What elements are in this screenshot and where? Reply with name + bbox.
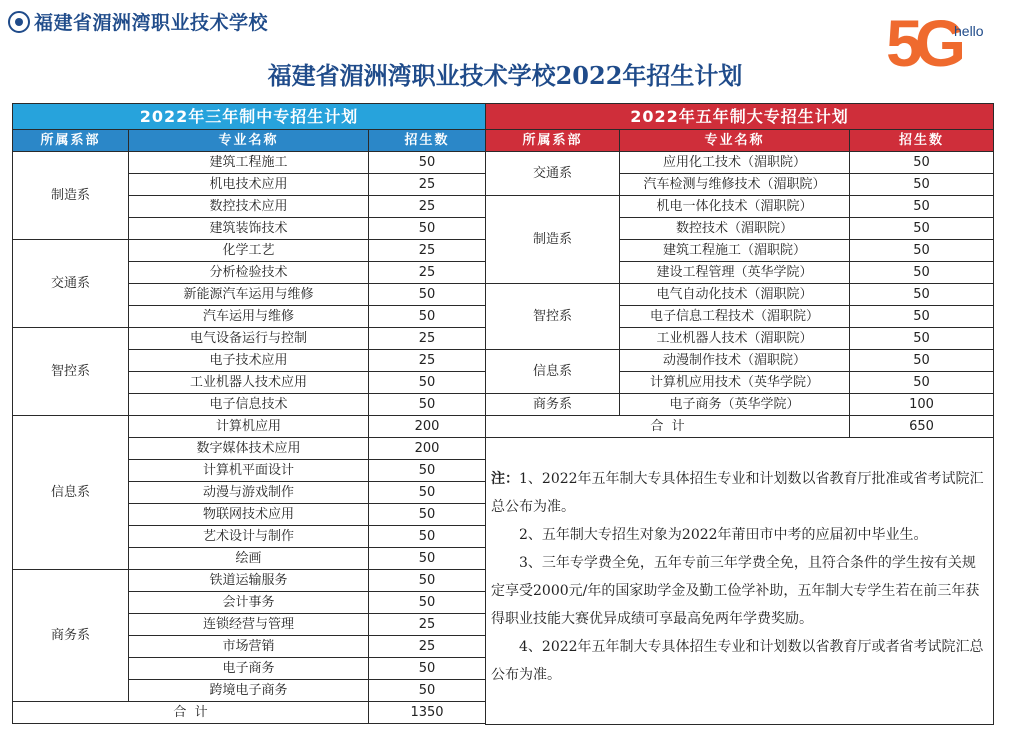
count-cell: 50 <box>850 328 994 350</box>
count-cell: 50 <box>850 240 994 262</box>
major-cell: 连锁经营与管理 <box>129 614 369 636</box>
major-cell: 绘画 <box>129 548 369 570</box>
major-cell: 建设工程管理（英华学院） <box>620 262 850 284</box>
major-cell: 工业机器人技术应用 <box>129 372 369 394</box>
dept-cell: 交通系 <box>13 240 129 328</box>
dept-cell: 信息系 <box>13 416 129 570</box>
major-cell: 计算机平面设计 <box>129 460 369 482</box>
count-cell: 50 <box>369 218 486 240</box>
school-name: 福建省湄洲湾职业技术学校 <box>34 12 269 34</box>
count-cell: 50 <box>369 548 486 570</box>
major-cell: 汽车运用与维修 <box>129 306 369 328</box>
count-cell: 50 <box>369 504 486 526</box>
count-cell: 25 <box>369 174 486 196</box>
count-cell: 25 <box>369 240 486 262</box>
count-cell: 200 <box>369 438 486 460</box>
note-item: 4、2022年五年制大专具体招生专业和计划数以省教育厅或者省考试院汇总公布为准。 <box>491 639 984 683</box>
major-cell: 数控技术应用 <box>129 196 369 218</box>
table-row <box>486 394 994 416</box>
badge-hello-text: hello <box>954 23 984 39</box>
count-cell: 50 <box>369 680 486 702</box>
total-value: 1350 <box>369 702 486 724</box>
major-cell: 汽车检测与维修技术（湄职院） <box>620 174 850 196</box>
major-cell: 工业机器人技术（湄职院） <box>620 328 850 350</box>
left-header-dept: 所属系部 <box>13 130 129 152</box>
count-cell: 50 <box>369 592 486 614</box>
count-cell: 25 <box>369 614 486 636</box>
count-cell: 50 <box>369 394 486 416</box>
major-cell: 机电一体化技术（湄职院） <box>620 196 850 218</box>
table-row <box>13 328 486 350</box>
total-row <box>486 416 994 438</box>
major-cell: 电子商务 <box>129 658 369 680</box>
count-cell: 50 <box>369 152 486 174</box>
count-cell: 50 <box>369 306 486 328</box>
note-item: 注：1、2022年五年制大专具体招生专业和计划数以省教育厅批准或省考试院汇总公布为准。 <box>491 471 984 515</box>
table-row <box>13 570 486 592</box>
right-header-count: 招生数 <box>850 130 994 152</box>
major-cell: 铁道运输服务 <box>129 570 369 592</box>
count-cell: 50 <box>850 262 994 284</box>
major-cell: 机电技术应用 <box>129 174 369 196</box>
major-cell: 化学工艺 <box>129 240 369 262</box>
total-row <box>13 702 486 724</box>
dept-cell: 智控系 <box>486 284 620 350</box>
major-cell: 计算机应用技术（英华学院） <box>620 372 850 394</box>
dept-cell: 交通系 <box>486 152 620 196</box>
major-cell: 应用化工技术（湄职院） <box>620 152 850 174</box>
major-cell: 市场营销 <box>129 636 369 658</box>
count-cell: 25 <box>369 262 486 284</box>
note-item: 3、三年专学费全免，五年专前三年学费全免，且符合条件的学生按有关规定享受2000元/年的国家助学金及勤工俭学补助，五年制大专学生若在前三年获得职业技能大赛优异成绩可享最高免两年学费奖励。 <box>491 555 980 627</box>
dept-cell: 制造系 <box>13 152 129 240</box>
major-cell: 新能源汽车运用与维修 <box>129 284 369 306</box>
count-cell: 50 <box>369 482 486 504</box>
notes-box <box>486 438 994 725</box>
count-cell: 50 <box>850 350 994 372</box>
badge-5g-text: 5G <box>886 6 959 74</box>
dept-cell: 制造系 <box>486 196 620 284</box>
school-seal-icon <box>8 11 30 33</box>
left-table-title: 2022年三年制中专招生计划 <box>13 104 486 130</box>
dept-cell: 商务系 <box>13 570 129 702</box>
major-cell: 建筑工程施工（湄职院） <box>620 240 850 262</box>
school-logo <box>8 8 268 35</box>
left-header-major: 专业名称 <box>129 130 369 152</box>
table-row <box>486 196 994 218</box>
table-row <box>13 416 486 438</box>
notes-label: 注： <box>491 471 519 487</box>
count-cell: 50 <box>369 570 486 592</box>
right-header-major: 专业名称 <box>620 130 850 152</box>
page-title: 福建省湄洲湾职业技术学校2022年招生计划 <box>267 61 743 90</box>
count-cell: 200 <box>369 416 486 438</box>
table-row <box>486 350 994 372</box>
count-cell: 50 <box>850 306 994 328</box>
total-label: 合 计 <box>486 416 850 438</box>
right-table-title: 2022年五年制大专招生计划 <box>486 104 994 130</box>
major-cell: 分析检验技术 <box>129 262 369 284</box>
major-cell: 计算机应用 <box>129 416 369 438</box>
major-cell: 电子信息工程技术（湄职院） <box>620 306 850 328</box>
major-cell: 电子技术应用 <box>129 350 369 372</box>
table-row <box>13 152 486 174</box>
major-cell: 建筑工程施工 <box>129 152 369 174</box>
major-cell: 物联网技术应用 <box>129 504 369 526</box>
count-cell: 25 <box>369 636 486 658</box>
major-cell: 电气自动化技术（湄职院） <box>620 284 850 306</box>
count-cell: 50 <box>369 460 486 482</box>
dept-cell: 信息系 <box>486 350 620 394</box>
dept-cell: 商务系 <box>486 394 620 416</box>
count-cell: 25 <box>369 328 486 350</box>
count-cell: 25 <box>369 350 486 372</box>
major-cell: 电子信息技术 <box>129 394 369 416</box>
count-cell: 50 <box>850 196 994 218</box>
major-cell: 建筑装饰技术 <box>129 218 369 240</box>
table-row <box>486 152 994 174</box>
note-item: 2、五年制大专招生对象为2022年莆田市中考的应届初中毕业生。 <box>519 527 928 543</box>
count-cell: 100 <box>850 394 994 416</box>
major-cell: 数字媒体技术应用 <box>129 438 369 460</box>
count-cell: 50 <box>850 152 994 174</box>
table-row <box>486 284 994 306</box>
total-label: 合 计 <box>13 702 369 724</box>
major-cell: 电子商务（英华学院） <box>620 394 850 416</box>
dept-cell: 智控系 <box>13 328 129 416</box>
count-cell: 50 <box>850 372 994 394</box>
major-cell: 数控技术（湄职院） <box>620 218 850 240</box>
count-cell: 50 <box>369 658 486 680</box>
major-cell: 动漫制作技术（湄职院） <box>620 350 850 372</box>
table-row <box>13 240 486 262</box>
three-year-plan-table <box>12 103 486 724</box>
right-header-dept: 所属系部 <box>486 130 620 152</box>
major-cell: 电气设备运行与控制 <box>129 328 369 350</box>
count-cell: 50 <box>850 284 994 306</box>
five-year-plan-table <box>485 103 994 725</box>
count-cell: 50 <box>369 372 486 394</box>
count-cell: 50 <box>850 174 994 196</box>
major-cell: 动漫与游戏制作 <box>129 482 369 504</box>
count-cell: 50 <box>850 218 994 240</box>
count-cell: 50 <box>369 526 486 548</box>
count-cell: 50 <box>369 284 486 306</box>
left-header-count: 招生数 <box>369 130 486 152</box>
count-cell: 25 <box>369 196 486 218</box>
major-cell: 会计事务 <box>129 592 369 614</box>
major-cell: 跨境电子商务 <box>129 680 369 702</box>
total-value: 650 <box>850 416 994 438</box>
major-cell: 艺术设计与制作 <box>129 526 369 548</box>
